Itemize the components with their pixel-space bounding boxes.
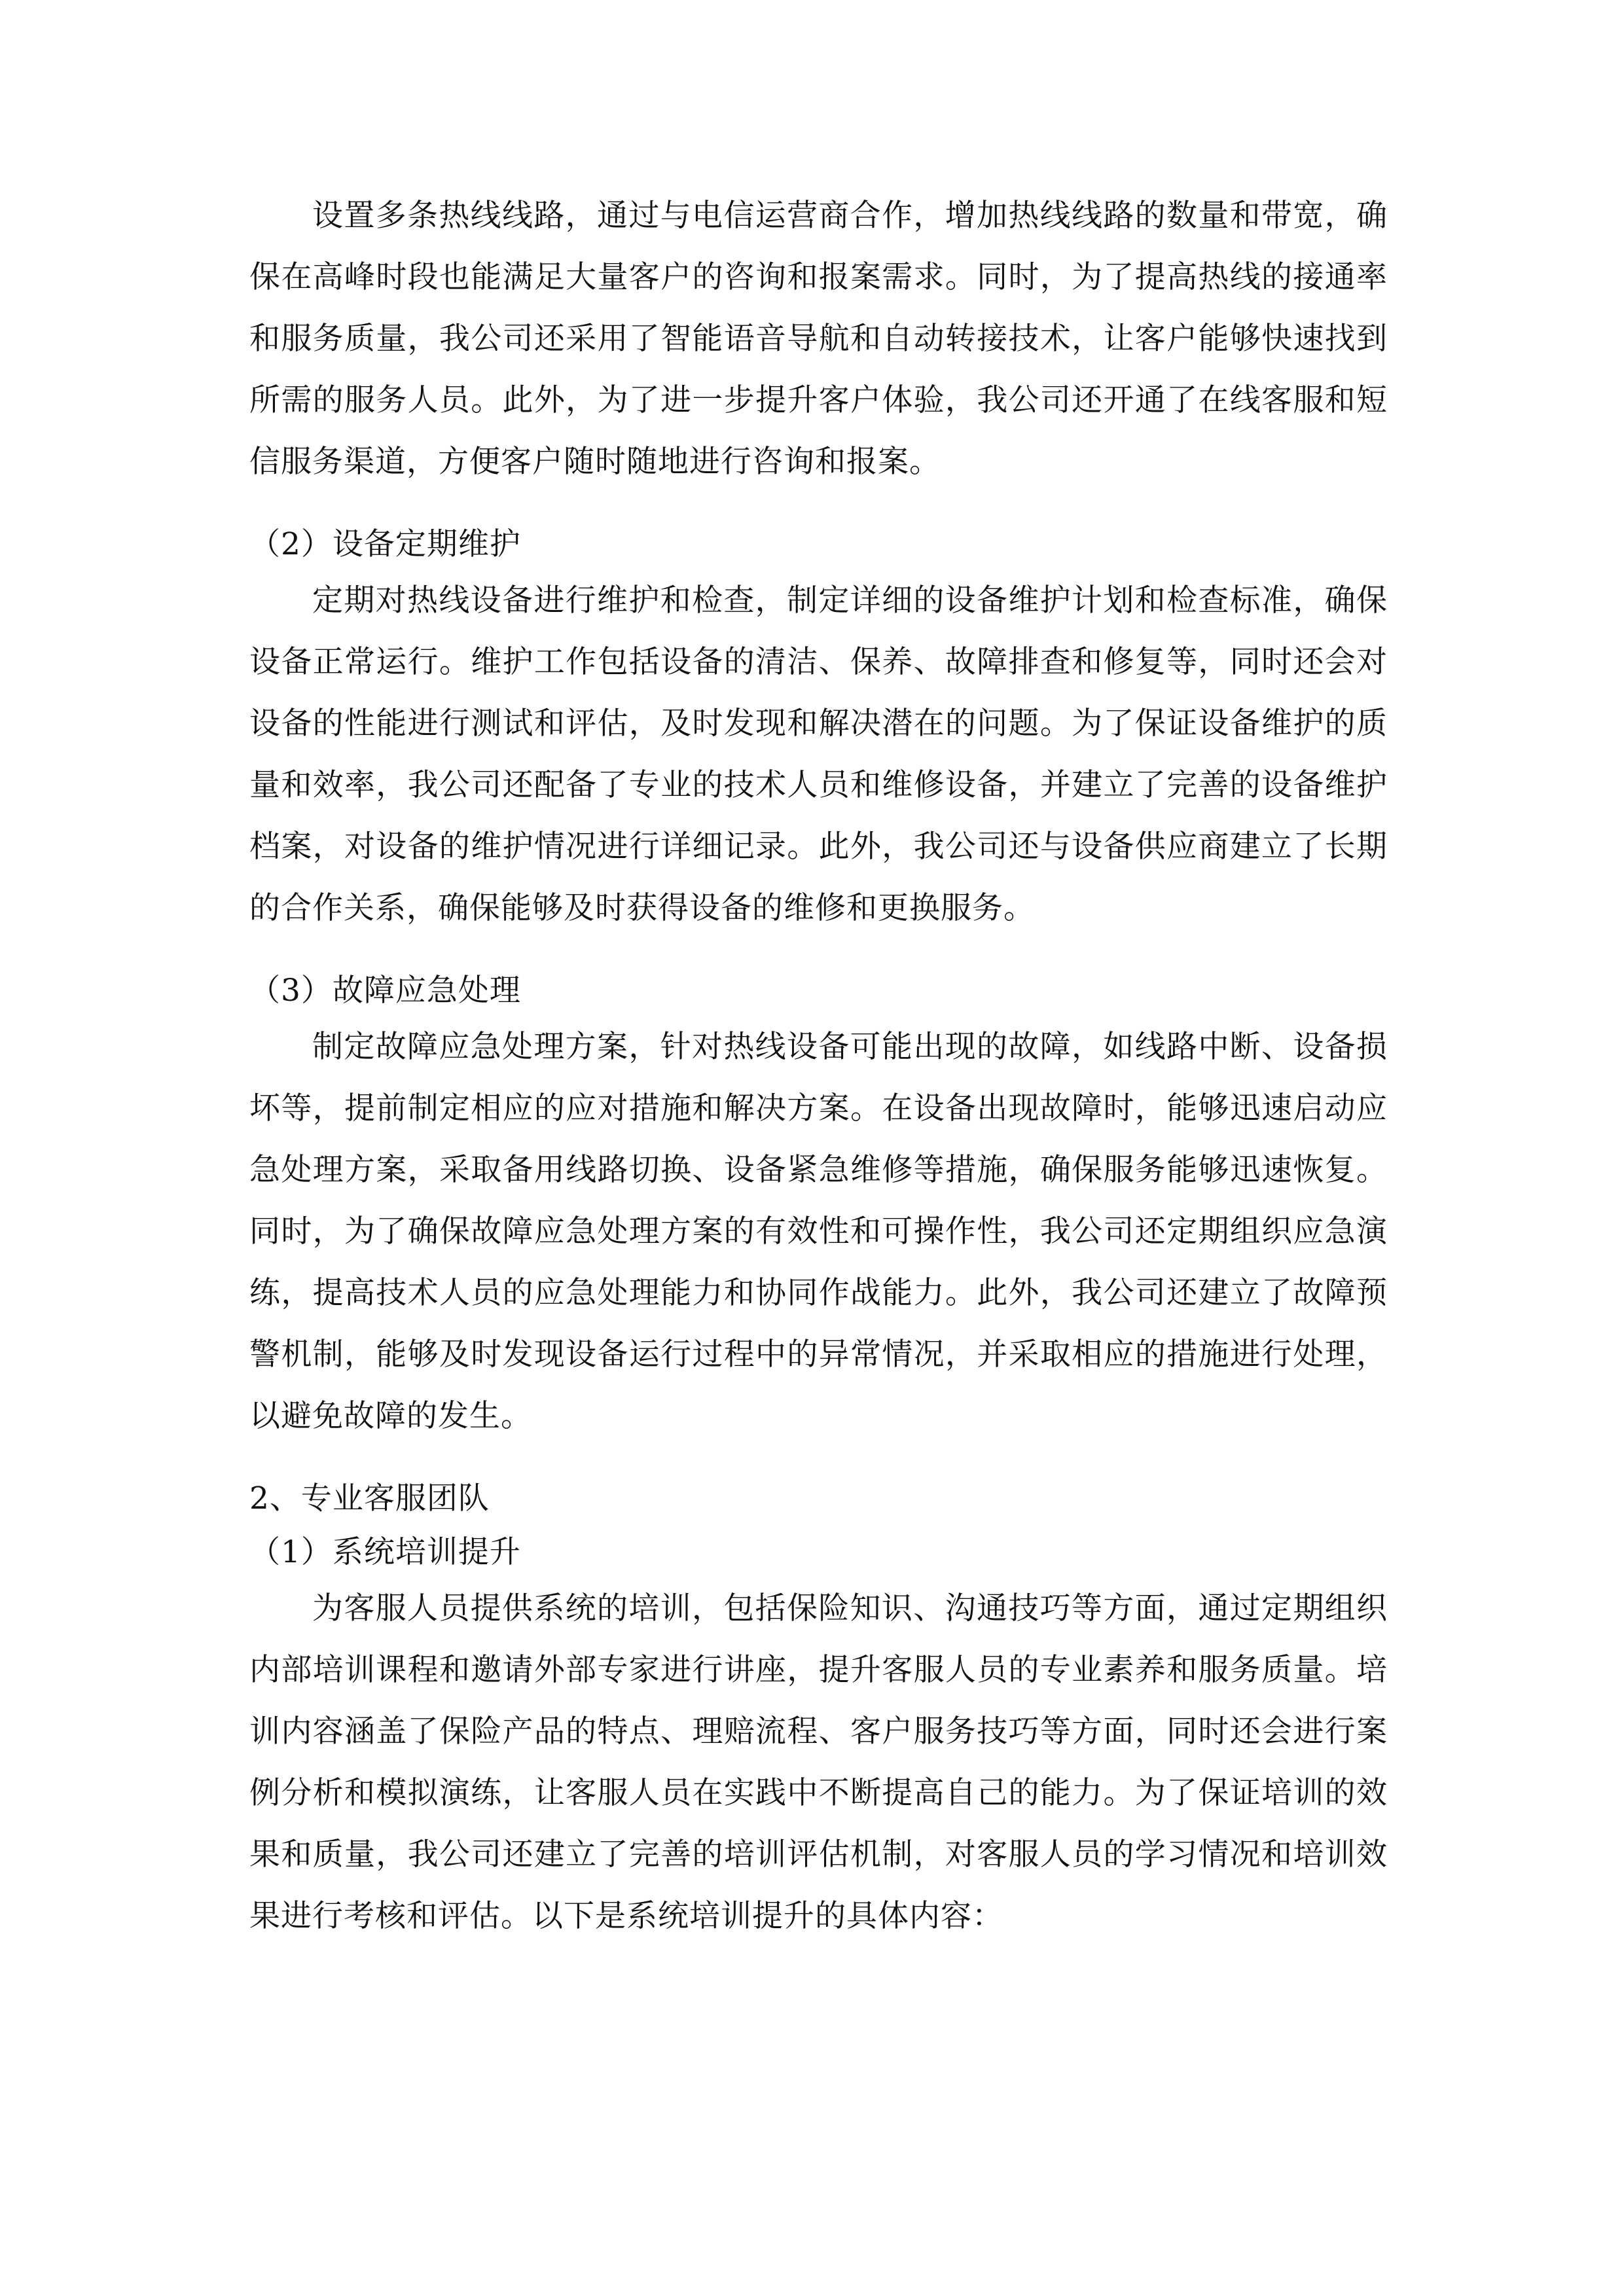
heading-professional-team: 2、专业客服团队	[249, 1480, 490, 1516]
spacer	[249, 493, 1388, 519]
spacer	[249, 939, 1388, 965]
paragraph-hotline-lines: 设置多条热线线路，通过与电信运营商合作，增加热线线路的数量和带宽，确保在高峰时段也能满足大量客户的咨询和报案需求。同时，为了提高热线的接通率和服务质量，我公司还采用了智能语音导航和自动转接技术，让客户能够快速找到所需的服务人员。此外，为了进一步提升客户体验，我公司还开通了在线客服和短信服务渠道，方便客户随时随地进行咨询和报案。	[249, 198, 1388, 480]
heading-fault-emergency: （3）故障应急处理	[249, 973, 521, 1009]
paragraph-system-training: 为客服人员提供系统的培训，包括保险知识、沟通技巧等方面，通过定期组织内部培训课程和邀请外部专家进行讲座，提升客服人员的专业素养和服务质量。培训内容涵盖了保险产品的特点、理赔流程、客户服务技巧等方面，同时还会进行案例分析和模拟演练，让客服人员在实践中不断提高自己的能力。为了保证培训的效果和质量，我公司还建立了完善的培训评估机制，对客服人员的学习情况和培训效果进行考核和评估。以下是系统培训提升的具体内容：	[249, 1590, 1388, 1934]
spacer	[249, 1447, 1388, 1473]
document-body	[249, 185, 1388, 1947]
paragraph-equipment-maintenance: 定期对热线设备进行维护和检查，制定详细的设备维护计划和检查标准，确保设备正常运行。维护工作包括设备的清洁、保养、故障排查和修复等，同时还会对设备的性能进行测试和评估，及时发现和解决潜在的问题。为了保证设备维护的质量和效率，我公司还配备了专业的技术人员和维修设备，并建立了完善的设备维护档案，对设备的维护情况进行详细记录。此外，我公司还与设备供应商建立了长期的合作关系，确保能够及时获得设备的维修和更换服务。	[249, 583, 1388, 926]
heading-equipment-maintenance: （2）设备定期维护	[249, 526, 521, 562]
paragraph-fault-emergency: 制定故障应急处理方案，针对热线设备可能出现的故障，如线路中断、设备损坏等，提前制定相应的应对措施和解决方案。在设备出现故障时，能够迅速启动应急处理方案，采取备用线路切换、设备紧急维修等措施，确保服务能够迅速恢复。同时，为了确保故障应急处理方案的有效性和可操作性，我公司还定期组织应急演练，提高技术人员的应急处理能力和协同作战能力。此外，我公司还建立了故障预警机制，能够及时发现设备运行过程中的异常情况，并采取相应的措施进行处理，以避免故障的发生。	[249, 1029, 1388, 1434]
heading-system-training: （1）系统培训提升	[249, 1534, 521, 1570]
